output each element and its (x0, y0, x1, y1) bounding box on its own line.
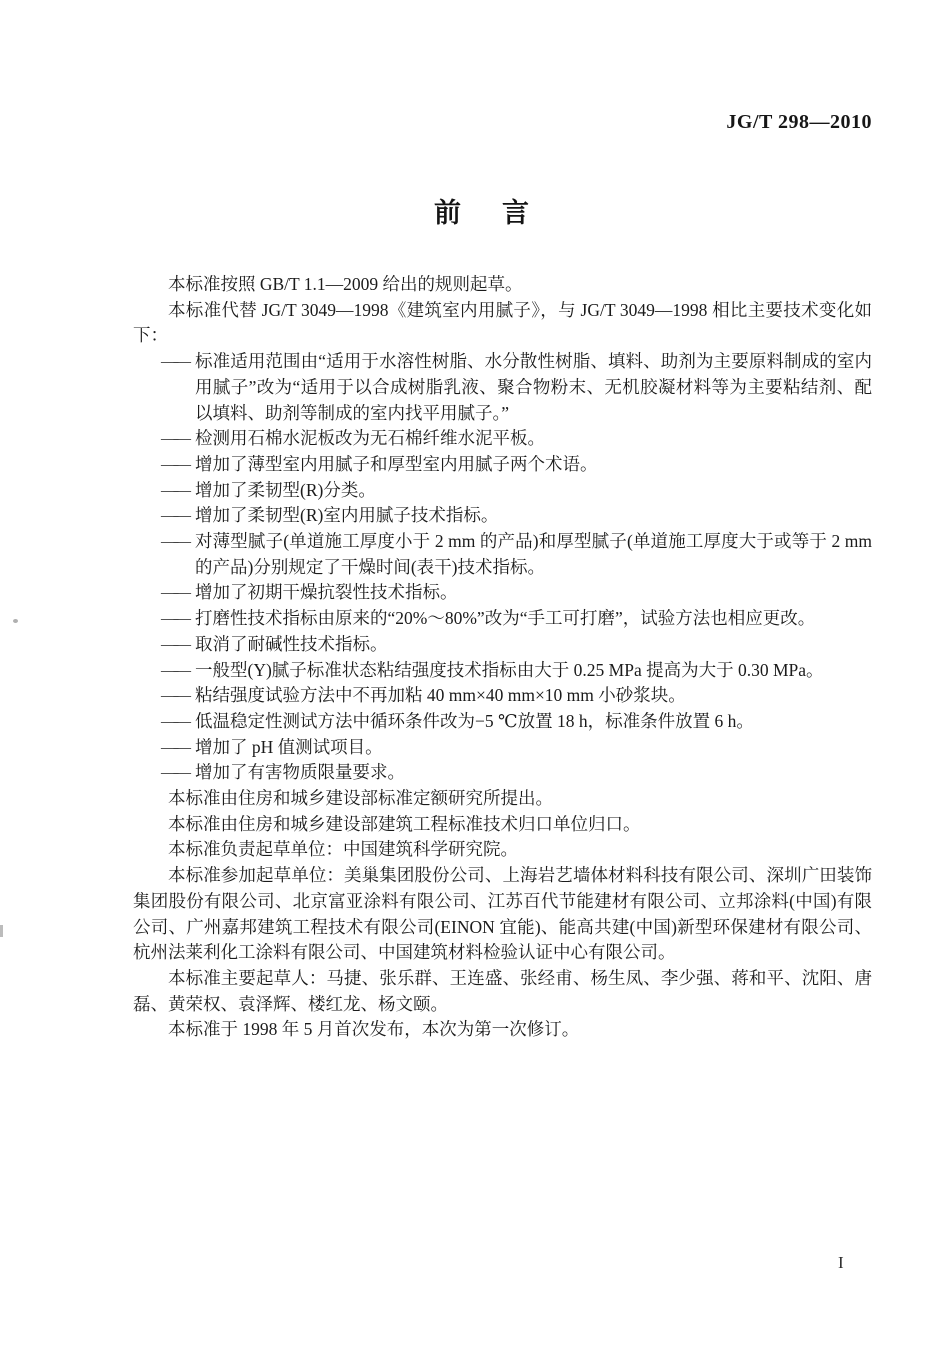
paragraph: 本标准由住房和城乡建设部标准定额研究所提出。 (168, 788, 553, 809)
change-text: 增加了初期干燥抗裂性技术指标。 (195, 582, 458, 603)
foreword-content (133, 272, 872, 1043)
change-text: 一般型(Y)腻子标准状态粘结强度技术指标由大于 0.25 MPa 提高为大于 0.30 MPa。 (195, 659, 824, 680)
change-list-item (133, 658, 872, 684)
change-text: 打磨性技术指标由原来的“20%～80%”改为“手工可打磨”，试验方法也相应更改。 (195, 608, 816, 629)
paragraph: 本标准负责起草单位：中国建筑科学研究院。 (168, 839, 518, 860)
dash-marker: —— (161, 736, 186, 757)
change-list-item (133, 606, 872, 632)
change-text: 对薄型腻子(单道施工厚度小于 2 mm 的产品)和厚型腻子(单道施工厚度大于或等于 2 mm 的产品)分别规定了干燥时间(表干)技术指标。 (195, 531, 872, 577)
change-text: 粘结强度试验方法中不再加粘 40 mm×40 mm×10 mm 小砂浆块。 (195, 685, 686, 706)
change-text: 增加了柔韧型(R)分类。 (195, 479, 376, 500)
dash-marker: —— (161, 633, 186, 654)
change-text: 低温稳定性测试方法中循环条件改为−5 ℃放置 18 h，标准条件放置 6 h。 (195, 710, 754, 731)
change-text: 增加了有害物质限量要求。 (195, 762, 405, 783)
page-title: 前 言 (434, 198, 536, 228)
change-text: 标准适用范围由“适用于水溶性树脂、水分散性树脂、填料、助剂为主要原料制成的室内用腻子”改为“适用于以合成树脂乳液、聚合物粉末、无机胶凝材料等为主要粘结剂、配以填料、助剂等制成的室内找平用腻子。” (195, 351, 872, 423)
paragraph: 本标准参加起草单位：美巢集团股份公司、上海岩艺墙体材料科技有限公司、深圳广田装饰集团股份有限公司、北京富亚涂料有限公司、江苏百代节能建材有限公司、立邦涂料(中国)有限公司、广州嘉邦建筑工程技术有限公司(EINON 宜能)、能高共建(中国)新型环保建材有限公司、杭州法莱利化工涂料有限公司、中国建筑材料检验认证中心有限公司。 (133, 865, 872, 963)
paragraph: 本标准于 1998 年 5 月首次发布，本次为第一次修订。 (168, 1019, 580, 1040)
standard-code: JG/T 298—2010 (726, 111, 872, 133)
change-text: 取消了耐碱性技术指标。 (195, 633, 388, 654)
change-list-item (133, 580, 872, 606)
change-text: 增加了薄型室内用腻子和厚型室内用腻子两个术语。 (195, 453, 598, 474)
dash-marker: —— (161, 531, 186, 552)
change-list-item (133, 683, 872, 709)
page-number: I (838, 1253, 844, 1272)
change-list-item (133, 735, 872, 761)
dash-marker: —— (161, 608, 186, 629)
change-list-item (133, 452, 872, 478)
paragraph: 本标准代替 JG/T 3049—1998《建筑室内用腻子》，与 JG/T 3049—1998 相比主要技术变化如下： (133, 299, 872, 346)
dash-marker: —— (161, 762, 186, 783)
change-list-item (133, 349, 872, 426)
dash-marker: —— (161, 582, 186, 603)
change-list-item (133, 503, 872, 529)
change-text: 检测用石棉水泥板改为无石棉纤维水泥平板。 (195, 428, 545, 449)
change-list-item (133, 760, 872, 786)
dash-marker: —— (161, 505, 186, 526)
intro-paragraphs (133, 272, 872, 349)
closing-paragraphs (133, 786, 872, 1043)
scan-artifact-dash (0, 925, 3, 937)
change-list-item (133, 709, 872, 735)
changes-list (133, 349, 872, 786)
scan-artifact-dot (13, 619, 18, 623)
dash-marker: —— (161, 351, 186, 372)
dash-marker: —— (161, 453, 186, 474)
change-text: 增加了 pH 值测试项目。 (195, 736, 383, 757)
change-list-item (133, 426, 872, 452)
dash-marker: —— (161, 428, 186, 449)
paragraph: 本标准按照 GB/T 1.1—2009 给出的规则起草。 (168, 274, 523, 294)
dash-marker: —— (161, 710, 186, 731)
paragraph: 本标准由住房和城乡建设部建筑工程标准技术归口单位归口。 (168, 813, 641, 834)
change-list-item (133, 529, 872, 580)
change-list-item (133, 632, 872, 658)
dash-marker: —— (161, 659, 186, 680)
change-list-item (133, 478, 872, 504)
dash-marker: —— (161, 685, 186, 706)
dash-marker: —— (161, 479, 186, 500)
paragraph: 本标准主要起草人：马捷、张乐群、王连盛、张经甫、杨生凤、李少强、蒋和平、沈阳、唐磊、黄荣权、袁泽辉、楼红龙、杨文颐。 (133, 967, 872, 1014)
change-text: 增加了柔韧型(R)室内用腻子技术指标。 (195, 505, 499, 526)
